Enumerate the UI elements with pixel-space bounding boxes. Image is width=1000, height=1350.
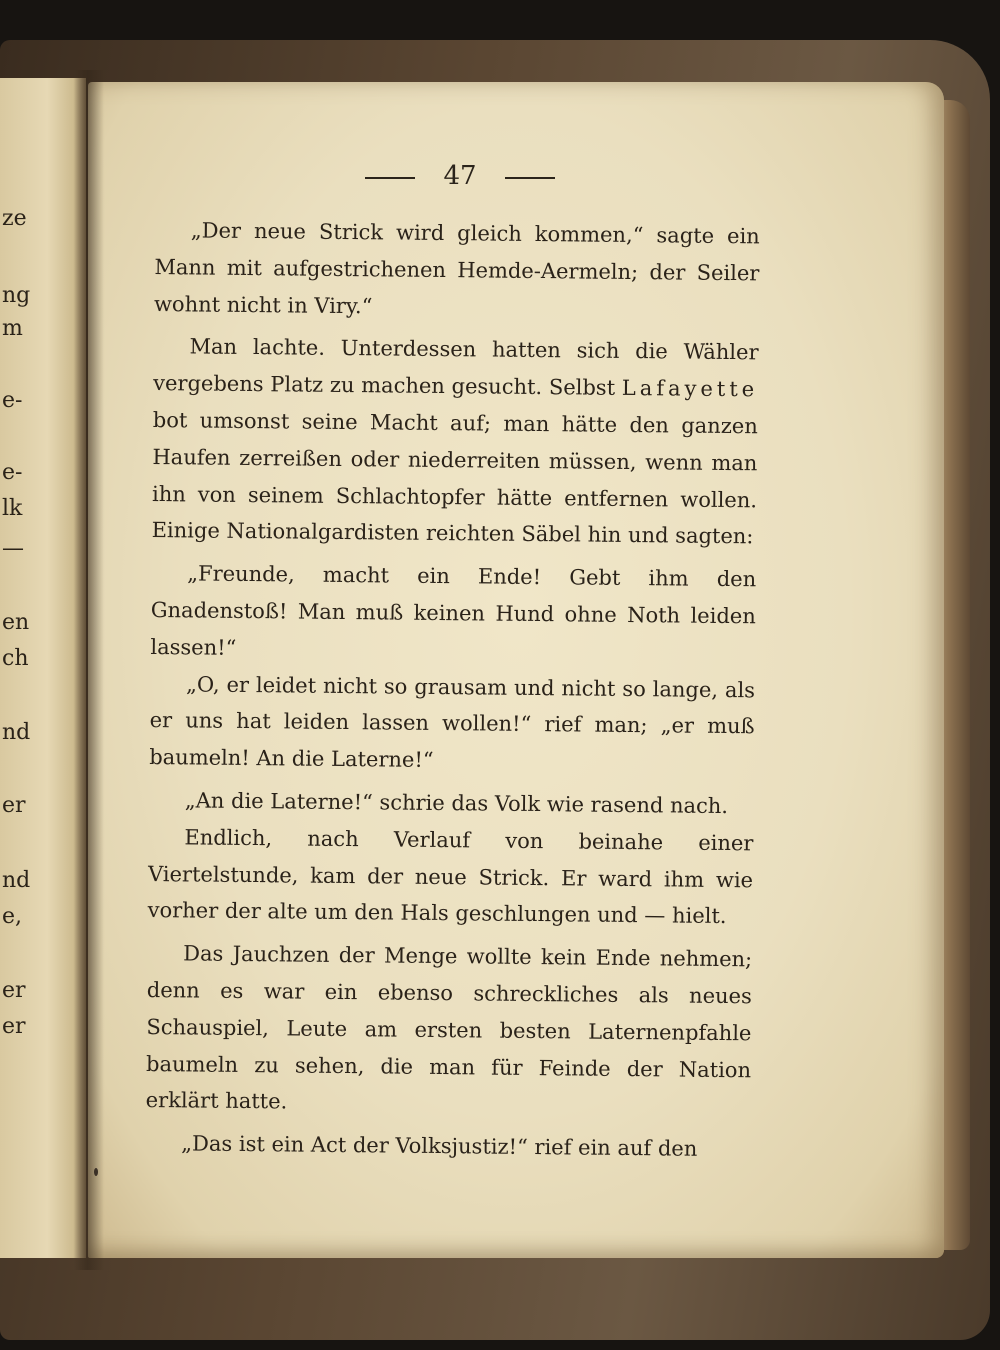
left-page-fragment: m [2, 316, 23, 341]
paragraph: Endlich, nach Verlauf von beinahe einer Viertelstunde, kam der neue Strick. Er ward ihm wie vorher der alte um den Hals geschlungen und — hielt. [147, 825, 754, 929]
paragraph: „O, er leidet nicht so grausam und nicht so lange, als er uns hat leiden lassen wollen!“ rief man; „er muß baumeln! An die Laterne!“ [149, 671, 756, 773]
left-page-fragment: e- [2, 460, 23, 485]
left-page-fragment: e, [2, 904, 23, 929]
page-body [145, 212, 760, 1168]
paragraph-text: Man lachte. Unterdessen hatten sich die Wähler vergebens Platz zu machen gesucht. Selbst [153, 334, 759, 401]
paragraph: „Freunde, macht ein Ende! Gebt ihm den Gnadenstoß! Man muß keinen Hund ohne Noth leiden lassen!“ [150, 561, 757, 660]
left-page-fragment: er [2, 978, 26, 1003]
header-rule-left [365, 177, 415, 179]
left-page-fragment: lk [2, 496, 23, 521]
paragraph [151, 328, 758, 555]
left-page-fragment: ng [2, 283, 31, 308]
left-page-fragment: — [2, 536, 24, 561]
paragraph-text: bot umsonst seine Macht auf; man hätte den ganzen Haufen zerreißen oder niederreiten müssen, wenn man ihn von seinem Schlachtopfer hätte entfernen wollen. Einige Nationalgardisten reichten Säbel hin und sagten: [151, 407, 758, 549]
header-rule-right [505, 177, 555, 179]
left-page-fragment: nd [2, 868, 31, 893]
left-page-fragment: e- [2, 388, 23, 413]
left-page-fragment: er [2, 793, 26, 818]
left-page-fragment: ze [2, 206, 27, 231]
left-page-fragment: er [2, 1014, 26, 1039]
emphasized-name: Lafayette [621, 376, 759, 402]
ink-speck [94, 1168, 98, 1176]
page-header [360, 158, 560, 194]
paragraph: „Das ist ein Act der Volksjustiz!“ rief ein auf den [181, 1131, 698, 1161]
left-page-fragment: nd [2, 720, 31, 745]
book-gutter [74, 70, 104, 1270]
paragraph: Das Jauchzen der Menge wollte kein Ende nehmen; denn es war ein ebenso schreckliches als neues Schauspiel, Leute am ersten besten Laternenpfahle baumeln zu sehen, die man für Feinde der Nation erklärt hatte. [145, 941, 753, 1114]
left-page-fragment: en [2, 610, 30, 635]
paragraph: „An die Laterne!“ schrie das Volk wie rasend nach. [184, 788, 729, 818]
left-page-fragment: ch [2, 646, 29, 671]
paragraph: „Der neue Strick wird gleich kommen,“ sagte ein Mann mit aufgestrichenen Hemde-Aermeln; der Seiler wohnt nicht in Viry.“ [153, 218, 760, 318]
page-number: 47 [443, 161, 477, 191]
